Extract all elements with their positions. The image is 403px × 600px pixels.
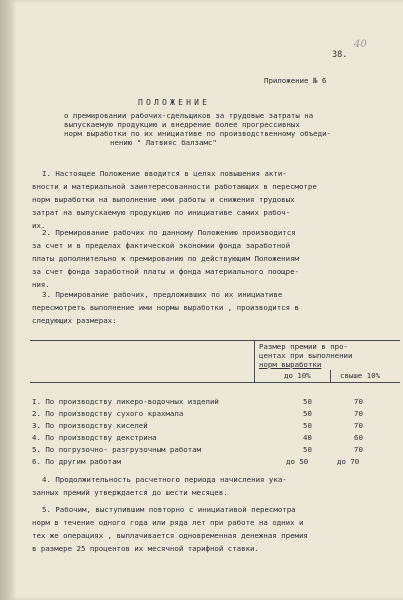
table-header-rule (30, 382, 400, 383)
table-top-rule (30, 340, 400, 341)
table-cell-v1: 50 (303, 445, 312, 454)
table-cell-v1: 50 (303, 421, 312, 430)
subtitle-line: выпускаемую продукцию и внедрение более прогрессивных (64, 120, 300, 129)
table-cell-v2: 70 (354, 409, 363, 418)
table-col-header-1: до 10% (284, 371, 311, 380)
paragraph-line: за счет фонда заработной платы и фонда материального поощре- (32, 267, 299, 276)
table-header-line: норм выработки (259, 360, 322, 369)
paragraph-line: 5. Рабочим, выступившим повторно с инициативой пересмотра (42, 505, 296, 514)
table-row-label: 3. По производству киселей (32, 421, 148, 430)
document-page (10, 0, 403, 600)
paragraph-line: тех же операциях , выплачивается одновременная денежная премия (32, 531, 308, 540)
paragraph-line: их. (32, 221, 46, 230)
paragraph-line: платы дополнительно к премированию по действующим Положениям (32, 254, 299, 263)
subtitle-line: о премировании рабочих-сдельщиков за трудовые затраты на (64, 111, 314, 120)
table-row-label: 6. По другим работам (32, 457, 121, 466)
table-column-divider (254, 340, 255, 382)
paragraph-line: 4. Продолжительность расчетного периода начисления ука- (42, 475, 287, 484)
paragraph-line: пересмотреть выполнение ими нормы выработки , производится в (32, 303, 299, 312)
paragraph-line: в размере 25 процентов их месячной тарифной ставки. (32, 544, 259, 553)
paragraph-line: 3. Премирование рабочих, предложивших по их инициативе (42, 290, 283, 299)
appendix-label: Приложение № 6 (264, 76, 327, 85)
table-col-header-2: свыше 10% (340, 371, 381, 380)
table-cell-v2: до 70 (337, 457, 360, 466)
paragraph-line: за счет и в пределах фактической экономии фонда заработной (32, 241, 291, 250)
table-cell-v1: 40 (303, 433, 312, 442)
table-cell-v1: 50 (303, 397, 312, 406)
paragraph-line: I. Настоящее Положение вводится в целях повышения акти- (42, 169, 287, 178)
table-row-label: 4. По производству декстрина (32, 433, 157, 442)
paragraph-line: следующих размерах: (32, 316, 117, 325)
table-header-line: Размер премии в про- (259, 342, 348, 351)
document-title: ПОЛОЖЕНИЕ (138, 98, 211, 107)
table-cell-v1: до 50 (286, 457, 309, 466)
page-number: 38. (332, 50, 348, 60)
table-cell-v1: 50 (303, 409, 312, 418)
table-cell-v2: 70 (354, 397, 363, 406)
table-cell-v2: 70 (354, 445, 363, 454)
paragraph-line: норм выработки на выполнение ими работы и снижения трудовых (32, 195, 295, 204)
paragraph-line: вности и материальной заинтересованности работающих в пересмотре (32, 182, 317, 191)
table-cell-v2: 60 (354, 433, 363, 442)
paragraph-line: занных премий утверждается до шести месяцев. (32, 488, 228, 497)
subtitle-line: нению " Латвияс балзамс" (110, 138, 217, 147)
table-row-label: I. По производству ликеро-водочных изделий (32, 397, 219, 406)
table-row-label: 5. По погрузочно- разгрузочным работам (32, 445, 202, 454)
table-cell-v2: 70 (354, 421, 363, 430)
paragraph-line: ния. (32, 280, 50, 289)
paragraph-line: норм в течение одного года или ряда лет при работе на одних и (32, 518, 304, 527)
page-binding-edge (0, 0, 10, 600)
paragraph-line: затрат на выпускаемую продукцию по инициативе самих рабоч- (32, 208, 291, 217)
subtitle-line: норм выработки по их инициативе по производственному объеди- (64, 129, 331, 138)
handwritten-number: 40 (354, 39, 367, 50)
paragraph-line: 2. Премирование рабочих по данному Положению производится (42, 228, 296, 237)
table-subcolumn-divider (330, 370, 331, 382)
table-row-label: 2. По производству сухого крахмала (32, 409, 184, 418)
table-header-line: центах при выполнении (259, 351, 353, 360)
